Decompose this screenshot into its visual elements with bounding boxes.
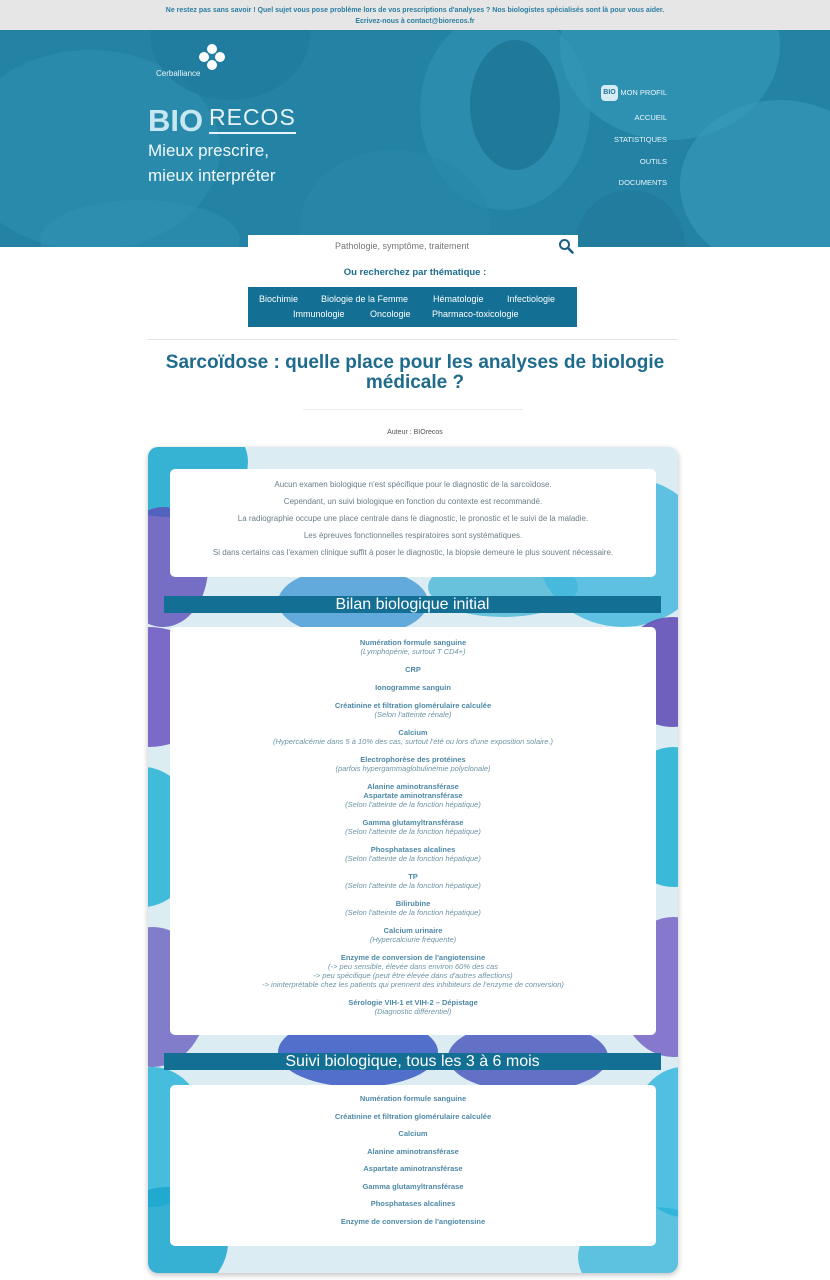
analysis-note: (Selon l'atteinte de la fonction hépatique) [345,908,481,917]
bilan-item [170,998,656,1016]
nav-mon-profil[interactable]: MON PROFIL [620,88,667,97]
suivi-item [170,1129,656,1138]
bilan-item [170,872,656,890]
theme-biochimie[interactable]: Biochimie [259,294,299,304]
analysis-note: (Hypercalcémie dans 5 à 10% des cas, surtout l'été ou lors d'une exposition solaire.) [272,737,554,746]
theme-menu [248,287,577,327]
search-input[interactable] [256,238,548,254]
theme-hematologie[interactable]: Hématologie [433,294,484,304]
bilan-item [170,953,656,989]
article-author: Auteur : BIOrecos [387,429,443,436]
suivi-item [170,1112,656,1121]
suivi-item [170,1094,656,1103]
analysis-note: (Selon l'atteinte de la fonction hépatique) [345,800,481,809]
nav-outils[interactable]: OUTILS [639,157,667,166]
analysis-note: -> peu spécifique (peut être élevée dans d'autres affections) [313,971,513,980]
suivi-item [170,1182,656,1191]
analysis-note: (Lymphopénie, surtout T CD4+) [360,647,466,656]
search-button[interactable] [558,238,574,254]
bilan-item [170,665,656,674]
article-title-line-1: Sarcoïdose : quelle place pour les analyses de biologie [165,352,665,373]
divider [148,339,678,340]
section-heading-bilan: Bilan biologique initial [164,596,661,613]
tagline [148,138,276,188]
bilan-item [170,818,656,836]
analysis-name: Alanine aminotransférase [367,1146,459,1156]
tagline-line-1: Mieux prescrire, [148,141,269,160]
analysis-note: (Hypercalciurie fréquente) [369,935,457,944]
bilan-item [170,638,656,656]
analysis-name: Phosphatases alcalines [370,845,456,854]
analysis-note: -> ininterprétable chez les patients qui prennent des inhibiteurs de l'enzyme de conversion) [262,980,564,989]
theme-biologie-femme[interactable]: Biologie de la Femme [321,294,409,304]
theme-pharmaco-toxicologie[interactable]: Pharmaco-toxicologie [432,309,519,319]
analysis-name: Calcium [398,1129,428,1138]
intro-line: Cependant, un suivi biologique en fonction du contexte est recommandé. [283,497,543,506]
cerballiance-text: Cerballiance [156,69,201,78]
analysis-note: (Selon l'atteinte de la fonction hépatique) [345,881,481,890]
nav-accueil[interactable]: ACCUEIL [634,113,667,122]
analysis-name: Numération formule sanguine [359,1094,467,1103]
analysis-name: TP [408,872,418,881]
analysis-name: Alanine aminotransférase [367,782,459,791]
analysis-name: Enzyme de conversion de l'angiotensine [340,1216,486,1226]
suivi-card [170,1085,656,1246]
announcement-bar [0,0,830,30]
suivi-item [170,1147,656,1156]
bilan-item [170,782,656,809]
suivi-item [170,1199,656,1208]
theme-infectiologie[interactable]: Infectiologie [507,294,556,304]
analysis-note: (Selon l'atteinte de la fonction hépatique) [345,854,481,863]
theme-immunologie[interactable]: Immunologie [293,309,345,319]
analysis-name: Phosphatases alcalines [370,1199,456,1208]
bilan-item [170,845,656,863]
tagline-line-2: mieux interpréter [148,166,276,185]
analysis-note: (Selon l'atteinte de la fonction hépatique) [345,827,481,836]
analysis-name: Créatinine et filtration glomérulaire calculée [334,701,492,710]
intro-card [170,469,656,577]
analysis-note: (-> peu sensible, élevée dans environ 60% des cas [328,962,498,971]
analysis-name: Créatinine et filtration glomérulaire calculée [334,1111,492,1121]
analysis-name: Aspartate aminotransférase [363,1164,463,1173]
logo-bio: BIO [148,103,204,138]
bilan-item [170,701,656,719]
bilan-item [170,926,656,944]
analysis-name: Ionogramme sanguin [375,683,451,692]
profile-badge[interactable]: BIO [601,85,618,101]
announcement-text: Ne restez pas sans savoir ! Quel sujet vous pose problème lors de vos prescriptions d'analyses ? Nos biologistes spécialisés sont là pour vous aider. [165,7,665,14]
article-title [140,353,690,393]
analysis-name: CRP [405,665,421,674]
analysis-name: Sérologie VIH-1 et VIH-2 – Dépistage [348,998,478,1007]
nav-statistiques[interactable]: STATISTIQUES [613,135,667,144]
intro-line: Les épreuves fonctionnelles respiratoires sont systématiques. [303,531,523,540]
analysis-note: (parfois hypergammaglobulinémie polyclonale) [335,764,491,773]
announcement-contact[interactable]: Ecrivez-nous à contact@biorecos.fr [355,18,475,25]
suivi-item [170,1164,656,1173]
intro-line: Aucun examen biologique n'est spécifique pour le diagnostic de la sarcoïdose. [274,480,552,489]
intro-line: La radiographie occupe une place centrale dans le diagnostic, le pronostic et le suivi de la maladie. [237,514,589,523]
analysis-name: Aspartate aminotransférase [363,791,463,800]
bilan-card [170,627,656,1035]
theme-label: Ou recherchez par thématique : [343,267,487,278]
theme-oncologie[interactable]: Oncologie [370,309,411,319]
search-icon [558,238,574,254]
divider [303,409,523,410]
analysis-note: (Selon l'atteinte rénale) [374,710,452,719]
analysis-name: Bilirubine [395,899,431,908]
analysis-name: Electrophorèse des protéines [360,755,466,764]
bilan-item [170,728,656,746]
analysis-name: Gamma glutamyltransférase [362,818,464,827]
article-title-line-2: médicale ? [365,372,465,393]
hero-header [0,30,830,247]
analysis-note: (Diagnostic différentiel) [374,1007,452,1016]
bilan-item [170,683,656,692]
nav-documents[interactable]: DOCUMENTS [618,178,667,187]
content-panel [148,447,678,1273]
search-bar [248,235,578,257]
analysis-name: Calcium [398,728,428,737]
analysis-name: Gamma glutamyltransférase [362,1181,464,1191]
suivi-item [170,1217,656,1226]
analysis-name: Enzyme de conversion de l'angiotensine [340,953,486,962]
section-heading-suivi: Suivi biologique, tous les 3 à 6 mois [164,1053,661,1070]
bilan-item [170,899,656,917]
intro-line: Si dans certains cas l'examen clinique suffit à poser le diagnostic, la biopsie demeure le plus souvent nécessaire. [212,548,614,557]
analysis-name: Numération formule sanguine [359,638,467,647]
cerballiance-logo[interactable] [156,44,236,84]
logo-recos: RECOS [209,104,296,134]
bilan-item [170,755,656,773]
analysis-name: Calcium urinaire [383,926,443,935]
